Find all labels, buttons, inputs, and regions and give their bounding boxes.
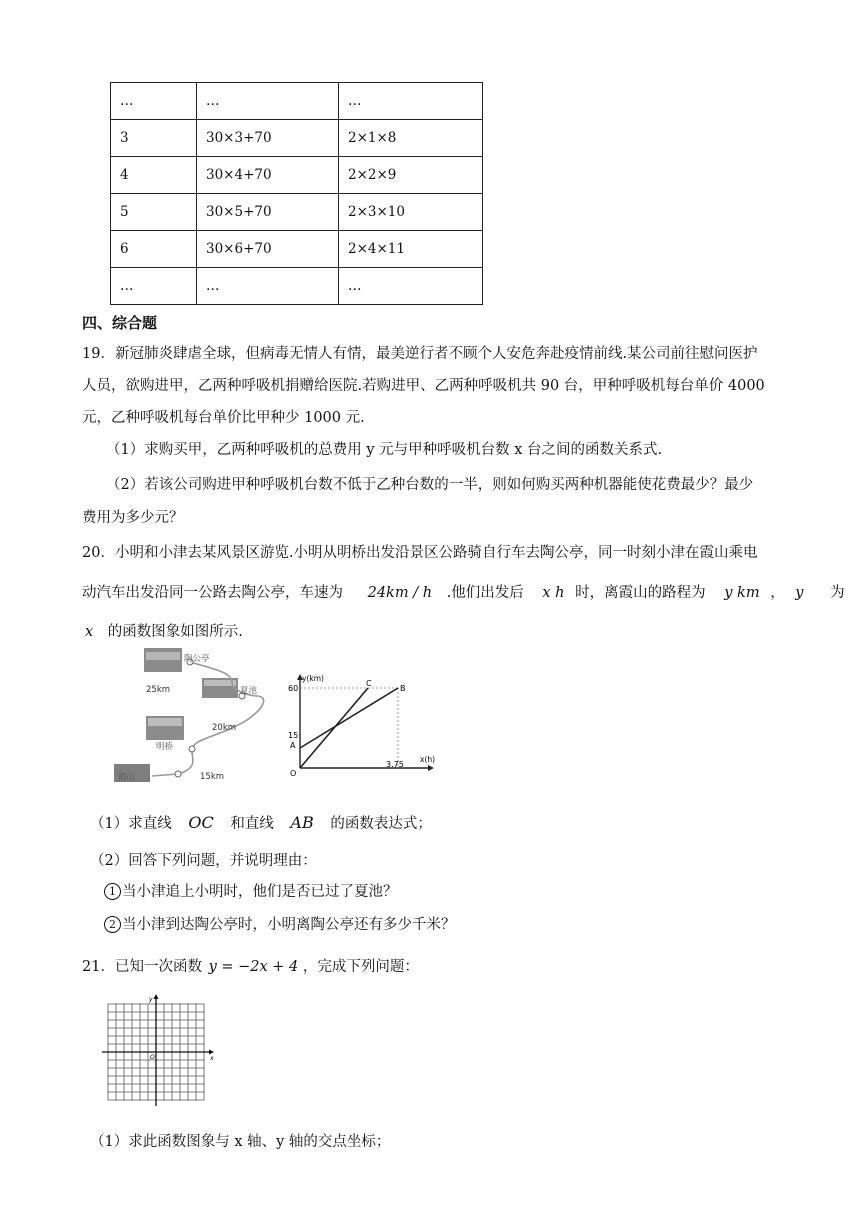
table-cell: 2×2×9 [339,157,483,194]
table-cell: 3 [111,120,197,157]
q21-part1: （1）求此函数图象与 x 轴、y 轴的交点坐标； [90,1134,391,1150]
q20-part1-a: （1）求直线 [90,816,172,832]
stop-xiashan [175,771,181,777]
distance-20km: 20km [212,723,237,733]
distance-25km: 25km [146,685,171,695]
point-c: C [366,679,372,688]
q20-line1: 20．小明和小津去某风景区游览.小明从明桥出发沿景区公路骑自行车去陶公亭，同一时刻小津在霞山乘电 [82,545,758,561]
grid-y-arrow-icon [154,994,159,999]
table-cell: … [197,83,339,120]
label-mingqiao: 明桥 [156,742,174,752]
table-row [111,157,483,194]
function-graph [282,672,442,778]
table-row [111,268,483,305]
q19-part2a: （2）若该公司购进甲种呼吸机台数不低于乙种台数的一半，则如何购买两种机器能使花费最少？最少 [106,477,754,493]
q21-formula: y = −2x + 4 [208,959,299,975]
q20-sub1 [104,880,398,901]
tick-60: 60 [288,684,299,693]
table-cell: 2×3×10 [339,194,483,231]
table-row [111,120,483,157]
distance-15km: 15km [200,772,225,782]
table-cell: 5 [111,194,197,231]
table-row [111,83,483,120]
graph-xlabel: x(h) [420,755,436,764]
q20-text-a: 动汽车出发沿同一公路去陶公亭，车速为 [82,585,343,601]
grid-x-label: x [210,1055,214,1062]
q20-text-b: .他们出发后 [446,585,524,601]
q20-line2 [82,581,845,602]
table-cell: 30×6+70 [197,231,339,268]
table-cell: 2×1×8 [339,120,483,157]
label-xiashan: 霞山 [118,773,136,782]
table-cell: … [339,83,483,120]
tick-15: 15 [288,731,299,740]
q20-part2: （2）回答下列问题，并说明理由： [90,853,317,869]
speed-value: 24km / h [367,585,433,601]
var-x: x [85,624,94,640]
table-cell: 6 [111,231,197,268]
q20-part1-b: 和直线 [230,816,274,832]
table-row [111,194,483,231]
graph-ylabel: y(km) [302,674,324,683]
label-taogongting: 陶公亭 [184,654,210,664]
table-cell: … [111,83,197,120]
q21-suffix: ，完成下列问题： [302,959,419,975]
grid-x-arrow-icon [209,1050,214,1055]
point-a: A [290,741,296,750]
circled-two-icon: 2 [104,916,121,933]
var-xh: x h [542,585,565,601]
table-cell: … [339,268,483,305]
q20-line3 [82,620,243,641]
q20-part1-c: 的函数表达式； [330,816,432,832]
table-cell: 30×4+70 [197,157,339,194]
q21-line [82,955,419,976]
q20-comma: ， [770,585,785,601]
q20-text-e: 的函数图象如图所示. [107,624,243,640]
tick-375: 3.75 [386,760,404,769]
number-pattern-table [110,82,483,305]
point-b: B [400,684,406,693]
table-cell: … [197,268,339,305]
q19-line3: 元，乙种呼吸机每台单价比甲种少 1000 元. [82,410,365,426]
table-cell: 30×3+70 [197,120,339,157]
label-xiachi: 夏池 [240,686,258,696]
q19-line1: 19．新冠肺炎肆虐全球，但病毒无情人有情，最美逆行者不顾个人安危奔赴疫情前线.某公司前往慰问医护 [82,346,758,362]
table-cell: 30×5+70 [197,194,339,231]
line-oc-label: OC [188,813,214,832]
q19-part2b: 费用为多少元？ [82,510,184,526]
grid-y-label: y [149,996,153,1003]
q21-prefix: 21．已知一次函数 [82,959,202,975]
section-title: 四、综合题 [82,314,158,332]
line-ab [300,688,398,748]
x-axis-arrow-icon [428,765,434,771]
line-ab-label: AB [290,813,314,832]
origin-o: O [290,769,297,778]
q19-part1: （1）求购买甲，乙两种呼吸机的总费用 y 元与甲种呼吸机台数 x 台之间的函数关系式. [106,442,663,458]
q19-line2: 人员，欲购进甲，乙两种呼吸机捐赠给医院.若购进甲、乙两种呼吸机共 90 台，甲种呼吸机每台单价 4000 [82,378,765,394]
q20-text-d: 为 [830,585,845,601]
table-cell: … [111,268,197,305]
var-y: y [795,585,804,601]
stop-mingqiao [189,746,195,752]
q20-sub1-text: 当小津追上小明时，他们是否已过了夏池？ [122,884,398,900]
q20-part1 [90,812,432,833]
var-ykm: y km [724,585,760,601]
table-cell: 2×4×11 [339,231,483,268]
q20-sub2-text: 当小津到达陶公亭时，小明离陶公亭还有多少千米？ [122,917,456,933]
table-row [111,231,483,268]
coordinate-grid [100,992,220,1108]
circled-one-icon: 1 [104,883,121,900]
q20-sub2 [104,913,456,934]
grid-origin: O [150,1054,155,1061]
q20-text-c: 时，离霞山的路程为 [575,585,706,601]
table-cell: 4 [111,157,197,194]
